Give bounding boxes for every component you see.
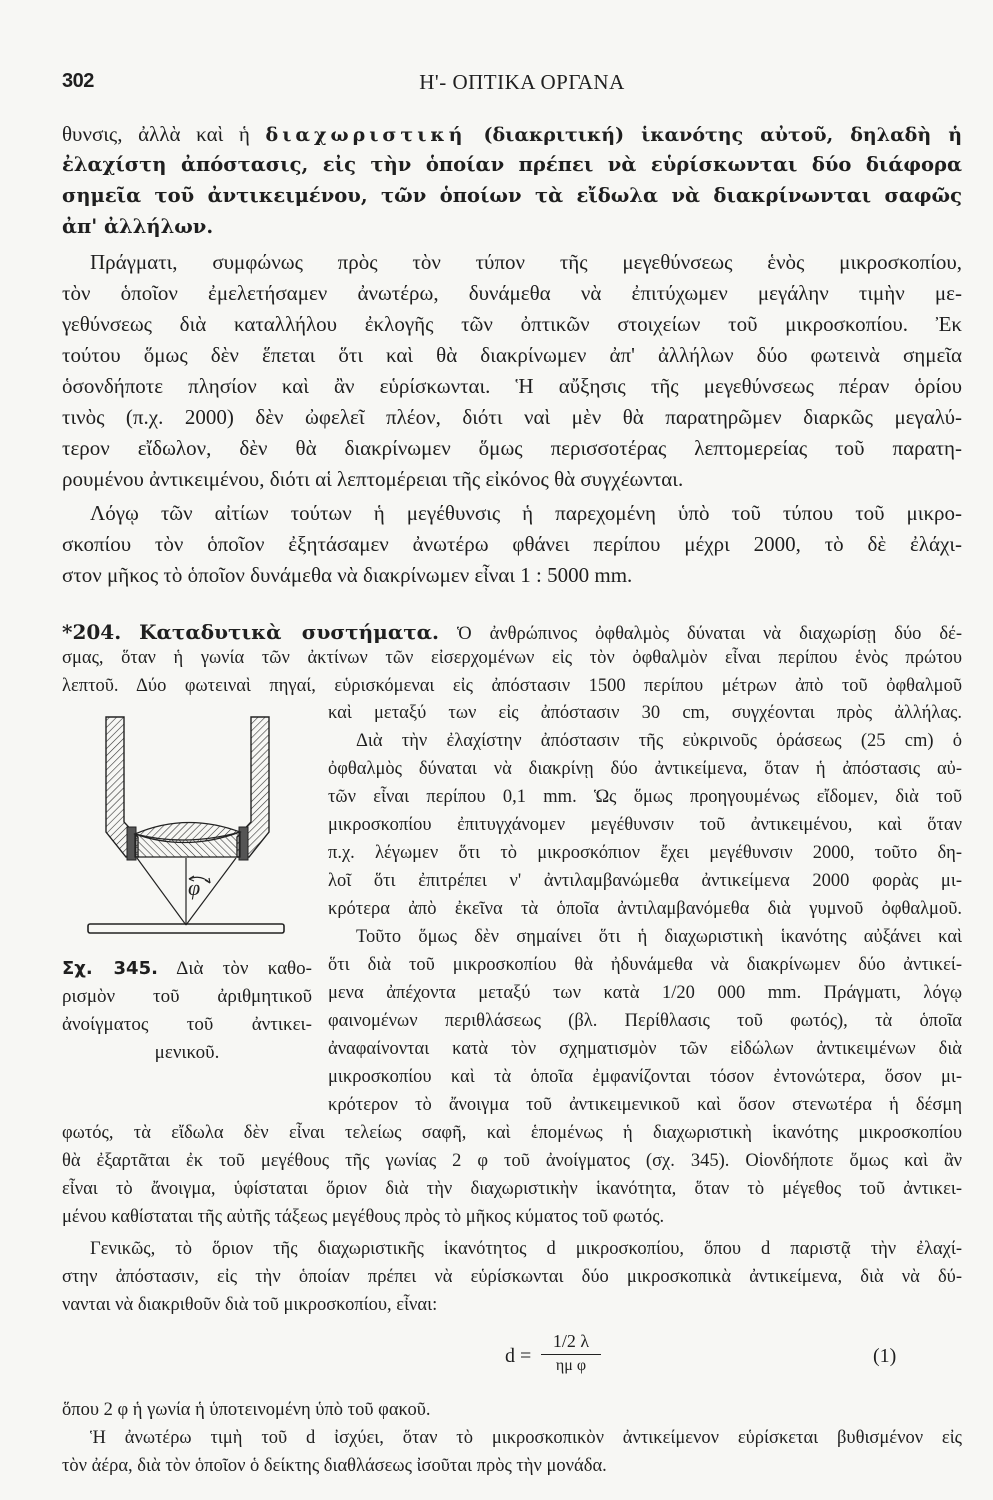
section-line: εἶναι τὸ ἄνοιγμα, ὑφίσταται ὅριον διὰ τὴν διαχωριστικὴν ἱκανότητα, ὅταν τὸ μέγεθος τοῦ ἀντικει-: [62, 1179, 962, 1199]
para1-line-1: [62, 122, 962, 147]
caption-line-4: μενικοῦ.: [154, 1042, 220, 1063]
microscope-objective-diagram: [86, 712, 290, 937]
formula-numerator: 1/2 λ: [552, 1331, 590, 1351]
para1-line-2: ἐλαχίστη ἀπόστασις, εἰς τὴν ὁποίαν πρέπει νὰ εὑρίσκωνται δύο διάφορα: [62, 153, 962, 176]
para3-line: στον μῆκος τὸ ὁποῖον δυνάμεθα νὰ διακρίνωμεν εἶναι 1 : 5000 mm.: [62, 563, 633, 587]
equation-number: (1): [873, 1345, 897, 1367]
para2-line: τούτου ὅμως δὲν ἕπεται ὅτι καὶ θὰ διακρίνωμεν ἀπ' ἀλλήλων δύο φωτεινὰ σημεῖα: [62, 343, 962, 367]
text: θυνσις, ἀλλὰ καὶ ἡ: [62, 122, 266, 146]
page-number: 302: [62, 70, 94, 92]
wrapped-line: μικροσκοπίου καὶ τὰ ὁποῖα ἐμφανίζονται τόσον ἐντονώτερα, ὅσον μι-: [328, 1067, 962, 1087]
text: (διακριτική) ἱκανότης αὐτοῦ, δηλαδὴ ἡ: [466, 124, 963, 146]
wrapped-line: π.χ. λέγωμεν ὅτι τὸ μικροσκόπιον ἔχει μεγέθυνσιν 2000, τοῦτο δη-: [328, 843, 962, 863]
formula-1: [505, 1331, 590, 1374]
para2-line: γεθύνσεως διὰ καταλλήλου ἐκλογῆς τῶν ὀπτικῶν στοιχείων τοῦ μικροσκοπίου. Ἐκ: [62, 312, 962, 336]
emphasized-term: διαχωριστική: [265, 124, 467, 146]
section-line: ὅπου 2 φ ἡ γωνία ἡ ὑποτεινομένη ὑπὸ τοῦ φακοῦ.: [62, 1400, 431, 1420]
section-line: Ἡ ἀνωτέρω τιμὴ τοῦ d ἰσχύει, ὅταν τὸ μικροσκοπικὸν ἀντικείμενον εὑρίσκεται βυθισμένον εἰς: [90, 1428, 962, 1448]
section-line: θὰ ἐξαρτᾶται ἐκ τοῦ μεγέθους τῆς γωνίας 2 φ τοῦ ἀνοίγματος (σχ. 345). Οἱονδήποτε ὅμως καὶ ἂν: [62, 1151, 962, 1171]
wrapped-line: μενα ἀπέχοντα μεταξύ των κατὰ 1/20 000 mm. Πράγματι, λόγῳ: [328, 983, 962, 1003]
section-line: στην ἀπόστασιν, εἰς τὴν ὁποίαν πρέπει νὰ εὑρίσκωνται δύο μικροσκοπικὰ ἀντικείμενα, διὰ νὰ δύ-: [62, 1267, 962, 1287]
wrapped-line: ὀφθαλμὸς δύναται νὰ διακρίνῃ δύο ἀντικείμενα, ὅταν ἡ ἀπόστασις αὐ-: [328, 759, 962, 779]
microscope-slide: [88, 924, 284, 933]
section-line: λεπτοῦ. Δύο φωτειναὶ πηγαί, εὑρισκόμεναι εἰς ἀπόστασιν 1500 περίπου μέτρων ἀπὸ τοῦ ὀφθαλμοῦ: [62, 676, 962, 696]
wrapped-line: κρότερα ἀπὸ ἐκεῖνα τὰ ὁποῖα ἀντιλαμβανόμεθα διὰ γυμνοῦ ὀφθαλμοῦ.: [328, 899, 962, 919]
section-line: νανται νὰ διακριθοῦν διὰ τοῦ μικροσκοπίου, εἶναι:: [62, 1295, 438, 1315]
wrapped-line: μικροσκοπίου ἐπιτυγχάνομεν μεγέθυνσιν τοῦ ἀντικειμένου, καὶ ὅταν: [328, 815, 962, 835]
formula-fraction: [541, 1331, 601, 1375]
wrapped-line: καὶ μεταξύ των εἰς ἀπόστασιν 30 cm, συγχέονται πρὸς ἀλλήλας.: [328, 703, 962, 723]
section-title: Καταδυτικὰ συστήματα.: [139, 620, 440, 644]
section-line: σμας, ὅταν ἡ γωνία τῶν ἀκτίνων τῶν εἰσερχομένων εἰς τὸν ὀφθαλμὸν εἶναι περίπου ἑνὸς πρώτου: [62, 648, 962, 668]
formula-denominator: ημ φ: [555, 1357, 587, 1374]
text: Διὰ τὸν καθο-: [157, 958, 312, 979]
para3-line: Λόγῳ τῶν αἰτίων τούτων ἡ μεγέθυνσις ἡ παρεχομένη ὑπὸ τοῦ τύπου τοῦ μικρο-: [90, 501, 962, 525]
caption-line-1: [62, 955, 312, 983]
wrapped-line: φαινομένων περιθλάσεως (βλ. Περίθλασις τοῦ φωτός), τὰ ὁποῖα: [328, 1011, 962, 1031]
wrapped-line: ἀναφαίνονται κατὰ τὸν σχηματισμὸν τῶν εἰδώλων ἀντικειμένων διὰ: [328, 1039, 962, 1059]
section-line: τὸν ἀέρα, διὰ τὸν ὁποῖον ὁ δείκτης διαθλάσεως ἰσοῦται πρὸς τὴν μονάδα.: [62, 1456, 607, 1476]
caption-label: Σχ. 345.: [62, 958, 158, 979]
section-marker: *: [62, 620, 73, 644]
figure-caption: [62, 955, 312, 1067]
section-line: φωτός, τὰ εἴδωλα δὲν εἶναι τελείως σαφῆ, καὶ ἑπομένως ἡ διαχωριστικὴ ἱκανότης μικροσκοπίου: [62, 1123, 962, 1143]
section-number: 204.: [72, 620, 122, 644]
text: Ὁ ἀνθρώπινος ὀφθαλμὸς δύναται νὰ διαχωρίσῃ δύο δέ-: [439, 624, 963, 644]
para2-line: ὁσονδήποτε πλησίον καὶ ἂν εὑρίσκωνται. Ἡ αὔξησις τῆς μεγεθύνσεως πέραν ὁρίου: [62, 374, 962, 398]
para2-line: τερον εἴδωλον, δὲν θὰ διακρίνωμεν ὅμως περισσοτέρας λεπτομερείας τοῦ παρατη-: [62, 436, 962, 460]
para2-line: Πράγματι, συμφώνως πρὸς τὸν τύπον τῆς μεγεθύνσεως ἑνὸς μικροσκοπίου,: [90, 250, 962, 274]
section-line: μένου καθίσταται τῆς αὐτῆς τάξεως μεγέθους πρὸς τὸ μῆκος κύματος τοῦ φωτός.: [62, 1207, 665, 1227]
para2-line: τὸν ὁποῖον ἐμελετήσαμεν ἀνωτέρω, δυνάμεθα νὰ ἐπιτύχωμεν μεγάλην τιμὴν με-: [62, 281, 962, 305]
wrapped-line: Τοῦτο ὅμως δὲν σημαίνει ὅτι ἡ διαχωριστικὴ ἱκανότης αὐξάνει καὶ: [356, 927, 962, 947]
wrapped-line: τῶν εἶναι περίπου 0,1 mm. Ὡς ὅμως προηγουμένως εἴδομεν, διὰ τοῦ: [328, 787, 962, 807]
section-204-heading-line: [62, 620, 962, 645]
caption-line-2: ρισμὸν τοῦ ἀριθμητικοῦ: [62, 986, 312, 1007]
wrapped-line: κρότερον τὸ ἄνοιγμα τοῦ ἀντικειμενικοῦ καὶ ὅσον στενωτέρα ἡ δέσμη: [328, 1095, 962, 1115]
para2-line: ρουμένου ἀντικειμένου, διότι αἱ λεπτομέρειαι τῆς εἰκόνος θὰ συγχέωνται.: [62, 467, 684, 491]
para3-line: σκοπίου τὸν ὁποῖον ἐξητάσαμεν ἀνωτέρω φθάνει περίπου μέχρι 2000, τὸ δὲ ἐλάχι-: [62, 532, 962, 556]
wrapped-line: ὅτι διὰ τοῦ μικροσκοπίου θὰ ἠδυνάμεθα νὰ διακρίνωμεν δύο ἀντικεί-: [328, 955, 962, 975]
section-line: Γενικῶς, τὸ ὅριον τῆς διαχωριστικῆς ἱκανότητος d μικροσκοπίου, ὅπου d παριστᾷ τὴν ἐλαχί-: [90, 1239, 962, 1259]
para1-line-4: ἀπ' ἀλλήλων.: [62, 215, 214, 238]
formula-lhs: d =: [505, 1345, 532, 1367]
para1-line-3: σημεῖα τοῦ ἀντικειμένου, τῶν ὁποίων τὰ εἴδωλα νὰ διακρίνωνται σαφῶς: [62, 184, 962, 207]
wrapped-line: λοῖ ὅτι ἐπιτρέπει ν' ἀντιλαμβανώμεθα ἀντικείμενα 2000 φορὰς μι-: [328, 871, 962, 891]
page-header: [62, 70, 962, 100]
wrapped-line: Διὰ τὴν ἐλαχίστην ἀπόστασιν τῆς εὐκρινοῦς ὁράσεως (25 cm) ὁ: [356, 731, 962, 751]
caption-line-3: ἀνοίγματος τοῦ ἀντικει-: [62, 1014, 312, 1035]
angle-phi-label: φ: [188, 875, 201, 900]
para2-line: τινὸς (π.χ. 2000) δὲν ὠφελεῖ πλέον, διότι ναὶ μὲν θὰ παρατηρῶμεν διαρκῶς μεγαλύ-: [62, 405, 962, 429]
running-head: Η'- ΟΠΤΙΚΑ ΟΡΓΑΝΑ: [419, 70, 625, 94]
